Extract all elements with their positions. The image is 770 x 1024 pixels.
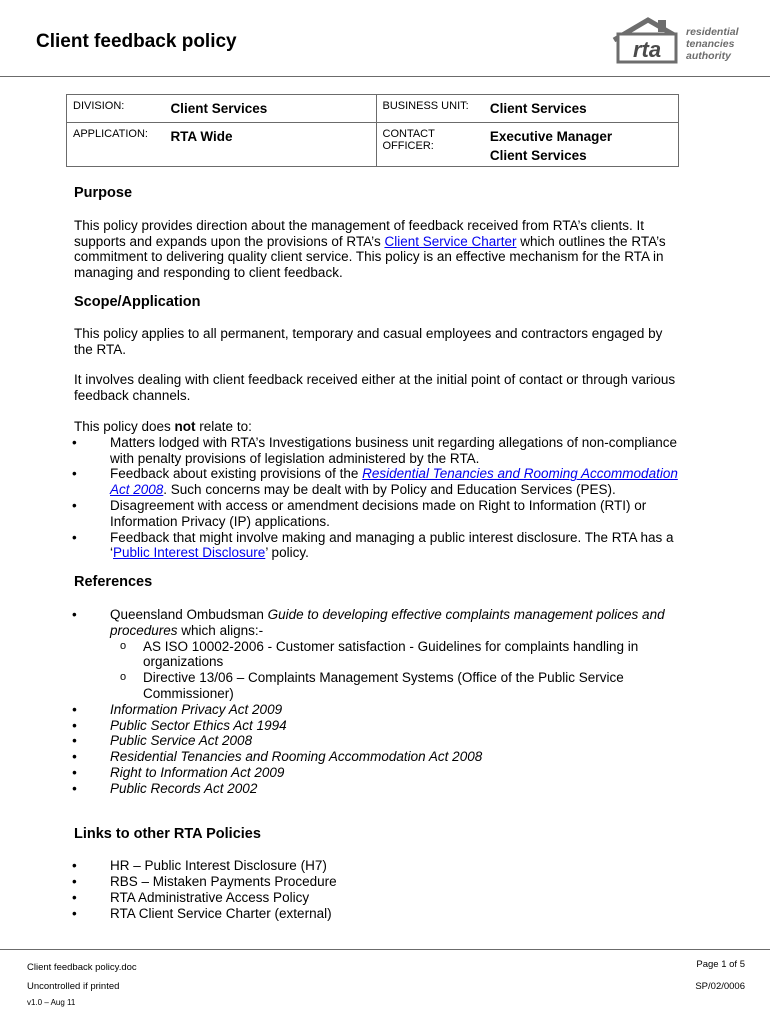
rta-logo	[612, 16, 742, 66]
contact-value-line-2: Client Services	[489, 148, 587, 163]
list-item: • Right to Information Act 2009	[74, 765, 684, 781]
table-row	[67, 95, 679, 123]
logo-abbr: rta	[632, 37, 662, 62]
scope-heading: Scope/Application	[74, 293, 201, 310]
list-item: • RBS – Mistaken Payments Procedure	[74, 874, 684, 890]
policy-info-table	[66, 94, 679, 167]
list-item: • Matters lodged with RTA’s Investigations business unit regarding allegations of non-compliance with penalty provisions of legislation administered by the RTA.	[74, 435, 684, 467]
document-body	[74, 186, 684, 921]
bullet-text: ’ policy.	[265, 545, 309, 561]
bullet-text: Feedback that might involve making and managing a public interest disclosure. The RTA has a ‘	[110, 529, 674, 561]
list-item: • HR – Public Interest Disclosure (H7)	[74, 858, 684, 874]
list-item: • Public Sector Ethics Act 1994	[74, 718, 684, 734]
header-rule	[0, 76, 770, 77]
scope-paragraph-2: It involves dealing with client feedback received either at the initial point of contact or through various feedback channels.	[74, 372, 676, 404]
footer-version: v1.0 – Aug 11	[27, 998, 76, 1007]
ref-text: which aligns:-	[177, 622, 264, 638]
table-row	[67, 123, 679, 167]
public-interest-disclosure-link[interactable]: Public Interest Disclosure	[113, 545, 266, 561]
page-title: Client feedback policy	[36, 31, 237, 52]
purpose-text-1: This policy provides direction about the management of feedback received from RTA’s clients. It supports and expands upon the provisions of RTA’s	[74, 217, 645, 249]
contact-officer-value	[490, 123, 679, 167]
logo-line-1: residential	[686, 26, 739, 38]
purpose-heading: Purpose	[74, 185, 133, 201]
logo-line-3: authority	[686, 50, 731, 62]
list-item: • Information Privacy Act 2009	[74, 702, 684, 718]
list-item: • Public Service Act 2008	[74, 733, 684, 749]
bullet-text: Feedback about existing provisions of the	[110, 466, 363, 482]
ref-guide-title: Guide to developing effective complaints management polices and procedures	[110, 606, 665, 638]
scope-p3-text-end: relate to:	[195, 418, 252, 434]
logo-line-2: tenancies	[686, 38, 735, 50]
application-value: RTA Wide	[170, 123, 376, 167]
list-item: • Public Records Act 2002	[74, 781, 684, 797]
footer-uncontrolled: Uncontrolled if printed	[27, 981, 120, 992]
contact-officer-label	[376, 123, 490, 167]
business-unit-value: Client Services	[490, 95, 679, 123]
footer-page-number: Page 1 of 5	[696, 959, 745, 970]
list-item: • Disagreement with access or amendment decisions made on Right to Information (RTI) or Information Privacy (IP) applications.	[74, 498, 684, 530]
purpose-text-2: which outlines the RTA’s commitment to delivering quality client service. This policy is an effective mechanism for the RTA in managing and responding to client feedback.	[74, 233, 666, 281]
business-unit-label: BUSINESS UNIT:	[376, 95, 490, 123]
footer-filename: Client feedback policy.doc	[27, 962, 137, 973]
footer-rule	[0, 949, 770, 950]
scope-paragraph-3	[74, 419, 684, 435]
sub-list-item: o AS ISO 10002-2006 - Customer satisfaction - Guidelines for complaints handling in organizations	[74, 639, 684, 671]
list-item: • Residential Tenancies and Rooming Accommodation Act 2008	[74, 749, 684, 765]
purpose-paragraph	[74, 218, 684, 281]
references-heading: References	[74, 574, 153, 591]
application-label: APPLICATION:	[67, 123, 171, 167]
footer-doc-id: SP/02/0006	[695, 981, 745, 992]
links-heading: Links to other RTA Policies	[74, 825, 261, 842]
division-label: DIVISION:	[67, 95, 171, 123]
rta-act-link[interactable]: Residential Tenancies and Rooming Accommodation Act 2008	[110, 466, 678, 498]
list-item	[74, 530, 684, 562]
rta-house-icon	[612, 16, 684, 66]
ref-text: Queensland Ombudsman	[110, 606, 268, 622]
list-item: • RTA Administrative Access Policy	[74, 890, 684, 906]
contact-label-line-2: OFFICER:	[382, 140, 434, 152]
sub-list-item: o Directive 13/06 – Complaints Management Systems (Office of the Public Service Commissioner)	[74, 670, 684, 702]
scope-p3-text: This policy does	[74, 418, 175, 434]
list-item: • RTA Client Service Charter (external)	[74, 906, 684, 922]
client-service-charter-link[interactable]: Client Service Charter	[384, 233, 517, 249]
contact-value-line-1: Executive Manager	[489, 129, 613, 144]
scope-p3-bold: not	[174, 418, 196, 434]
list-item	[74, 466, 684, 498]
bullet-text: . Such concerns may be dealt with by Policy and Education Services (PES).	[163, 482, 616, 498]
list-item	[74, 607, 684, 639]
division-value: Client Services	[170, 95, 376, 123]
logo-wordmark	[686, 26, 739, 62]
scope-paragraph-1: This policy applies to all permanent, temporary and casual employees and contractors engaged by the RTA.	[74, 325, 663, 357]
contact-label-line-1: CONTACT	[382, 128, 435, 140]
